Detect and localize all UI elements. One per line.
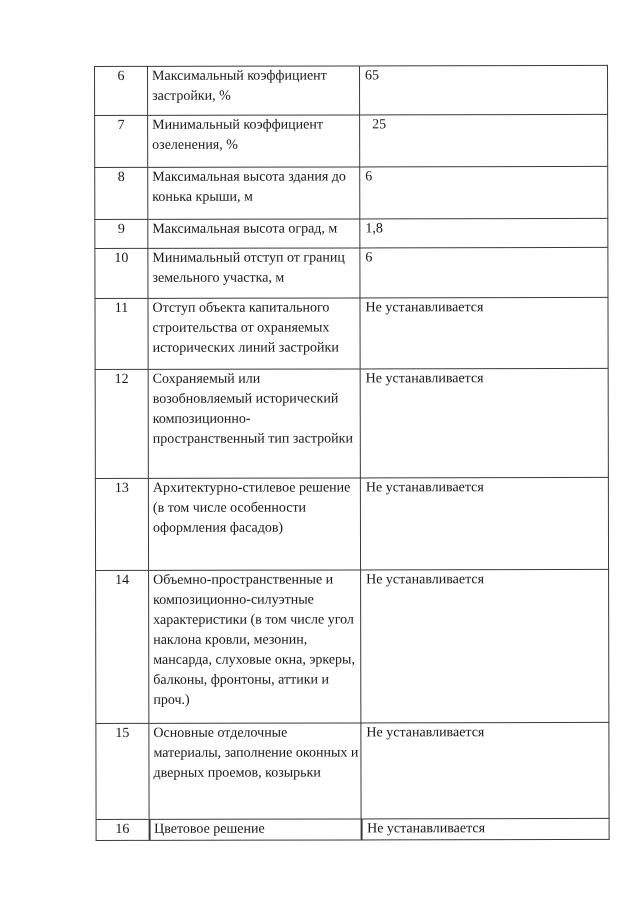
parameter-value-cell bbox=[360, 297, 608, 369]
parameter-value-text: 6 bbox=[365, 169, 373, 185]
row-number-text: 16 bbox=[115, 821, 130, 837]
row-number-cell bbox=[95, 66, 148, 115]
row-number-text: 11 bbox=[114, 300, 129, 316]
row-number-text: 15 bbox=[115, 725, 130, 741]
parameters-table bbox=[94, 65, 610, 841]
row-number-text: 9 bbox=[117, 221, 125, 237]
parameter-value-text: 65 bbox=[365, 68, 380, 84]
table-row bbox=[95, 114, 608, 167]
row-number-cell bbox=[95, 167, 148, 219]
table-row bbox=[95, 218, 608, 248]
parameter-name-text: Основные отделочные материалы, заполнение оконных и дверных проемов, козырьки bbox=[153, 725, 359, 781]
row-number-cell bbox=[96, 570, 149, 723]
parameter-value-text: 25 bbox=[365, 117, 387, 133]
row-number-cell bbox=[95, 219, 148, 248]
parameter-value-text: 6 bbox=[365, 250, 373, 266]
parameter-name-cell bbox=[148, 167, 360, 219]
parameter-name-cell bbox=[148, 66, 360, 115]
row-number-cell bbox=[95, 298, 148, 369]
parameter-value-text: Не устанавливается bbox=[366, 572, 485, 588]
parameter-name-text: Максимальная высота здания до конька крыши, м bbox=[152, 169, 346, 205]
parameter-name-cell bbox=[149, 570, 361, 723]
table-row bbox=[96, 818, 609, 840]
row-number-cell bbox=[95, 369, 148, 478]
parameter-name-cell bbox=[149, 723, 361, 819]
row-number-cell bbox=[95, 478, 148, 570]
table-row bbox=[95, 368, 608, 478]
row-number-text: 8 bbox=[117, 169, 125, 185]
table-row bbox=[95, 65, 608, 115]
parameter-name-text: Минимальный коэффициент озеленения, % bbox=[152, 117, 323, 153]
parameter-value-text: Не устанавливается bbox=[365, 371, 484, 387]
parameter-name-text: Архитектурно-стилевое решение (в том числе особенности оформления фасадов) bbox=[152, 480, 351, 536]
parameter-value-cell bbox=[361, 722, 609, 819]
parameter-name-cell bbox=[148, 219, 360, 248]
parameter-value-cell bbox=[360, 247, 608, 298]
parameter-name-text: Отступ объекта капитального строительства от охраняемых исторических линий застройки bbox=[152, 300, 339, 356]
parameter-name-cell bbox=[149, 819, 361, 840]
parameter-name-cell bbox=[148, 248, 360, 298]
parameters-table-body bbox=[95, 65, 610, 840]
parameter-value-cell bbox=[361, 569, 609, 723]
row-number-cell bbox=[96, 723, 149, 819]
parameter-name-text: Объемно-пространственные и композиционно-силуэтные характеристики (в том числе угол наклона кровли, мезонин, мансарда, слуховые окна, эркеры, балконы, фронтоны, аттики и проч.) bbox=[153, 572, 355, 708]
parameter-value-cell bbox=[360, 166, 608, 219]
row-number-text: 7 bbox=[117, 117, 125, 133]
parameter-name-cell bbox=[148, 478, 360, 570]
parameter-value-cell bbox=[360, 218, 608, 248]
table-row bbox=[95, 477, 608, 570]
row-number-cell bbox=[95, 248, 148, 298]
parameter-value-cell bbox=[360, 477, 608, 570]
parameter-name-cell bbox=[148, 298, 360, 369]
table-row bbox=[96, 722, 609, 819]
row-number-text: 12 bbox=[114, 371, 129, 387]
row-number-text: 10 bbox=[114, 250, 129, 266]
parameter-value-text: Не устанавливается bbox=[367, 821, 486, 837]
parameter-name-cell bbox=[148, 369, 360, 478]
row-number-text: 14 bbox=[115, 572, 130, 588]
parameter-name-text: Максимальный коэффициент застройки, % bbox=[152, 68, 327, 104]
parameter-name-text: Сохраняемый или возобновляемый исторический композиционно-пространственный тип застройки bbox=[152, 371, 353, 447]
table-row bbox=[95, 297, 608, 369]
parameter-name-text: Максимальная высота оград, м bbox=[152, 221, 338, 237]
table-row bbox=[96, 569, 609, 723]
row-number-cell bbox=[95, 115, 148, 167]
row-number-cell bbox=[96, 819, 149, 840]
parameter-value-text: Не устанавливается bbox=[366, 725, 485, 741]
parameter-value-text: Не устанавливается bbox=[365, 300, 484, 316]
parameter-value-cell bbox=[360, 368, 608, 478]
parameter-value-text: 1,8 bbox=[365, 221, 383, 237]
table-row bbox=[95, 247, 608, 298]
row-number-text: 6 bbox=[117, 68, 125, 84]
parameter-name-cell bbox=[148, 115, 360, 167]
parameter-value-cell bbox=[361, 818, 609, 840]
row-number-text: 13 bbox=[114, 480, 129, 496]
parameter-value-cell bbox=[360, 65, 608, 115]
parameter-name-text: Минимальный отступ от границ земельного участка, м bbox=[152, 250, 345, 286]
parameter-value-text: Не устанавливается bbox=[365, 480, 484, 496]
table-row bbox=[95, 166, 608, 219]
parameter-name-text: Цветовое решение bbox=[154, 821, 265, 837]
parameter-value-cell bbox=[360, 114, 608, 167]
